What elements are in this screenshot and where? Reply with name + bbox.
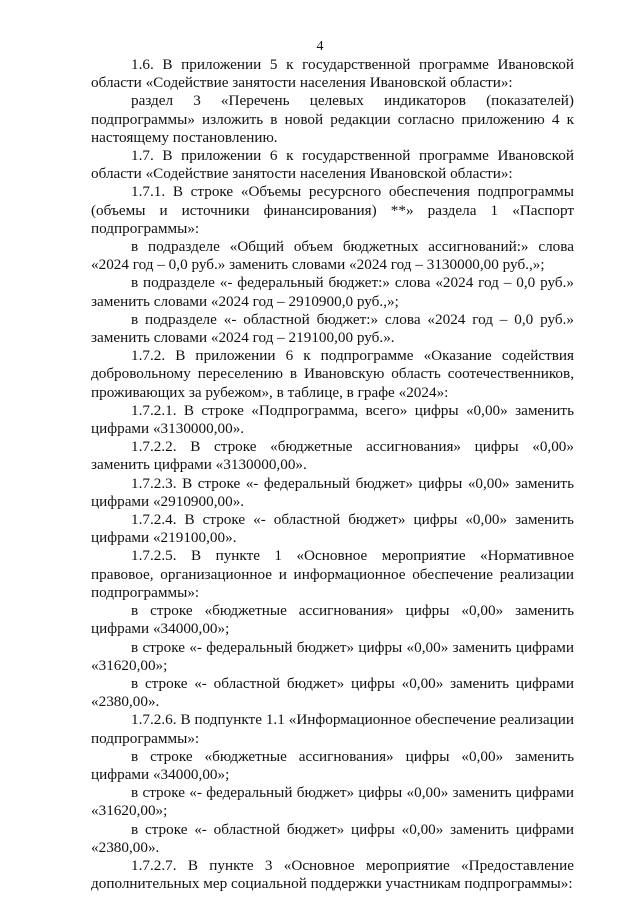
paragraph-1-7-2-7: 1.7.2.7. В пункте 3 «Основное мероприятие «Предоставление дополнительных мер социальной поддержки участникам подпрограммы»: xyxy=(91,856,574,893)
paragraph-1-7-2-3: 1.7.2.3. В строке «- федеральный бюджет» цифры «0,00» заменить цифрами «2910900,00». xyxy=(91,474,574,510)
paragraph-1-7: 1.7. В приложении 6 к государственной программе Ивановской области «Содействие занятости населения Ивановской области»: xyxy=(91,147,574,183)
paragraph-total-budget: в подразделе «Общий объем бюджетных ассигнований:» слова «2024 год – 0,0 руб.» заменить словами «2024 год – 3130000,00 руб.,»; xyxy=(91,238,574,274)
paragraph-1-7-2-5: 1.7.2.5. В пункте 1 «Основное мероприятие «Нормативное правовое, организационное и информационное обеспечение реализации подпрограммы»: xyxy=(91,547,574,601)
paragraph-federal-budget: в подразделе «- федеральный бюджет:» слова «2024 год – 0,0 руб.» заменить словами «2024 год – 2910900,0 руб.,»; xyxy=(91,274,574,310)
document-body xyxy=(91,56,574,893)
paragraph-1-7-2-5-budget: в строке «бюджетные ассигнования» цифры «0,00» заменить цифрами «34000,00»; xyxy=(91,602,574,638)
paragraph-1-7-2: 1.7.2. В приложении 6 к подпрограмме «Оказание содействия добровольному переселению в Ивановскую область соотечественников, проживающих за рубежом», в таблице, в графе «2024»: xyxy=(91,347,574,401)
page-number: 4 xyxy=(316,39,324,54)
paragraph-1-7-2-5-regional: в строке «- областной бюджет» цифры «0,00» заменить цифрами «2380,00». xyxy=(91,674,574,711)
paragraph-section-3: раздел 3 «Перечень целевых индикаторов (показателей) подпрограммы» изложить в новой редакции согласно приложению 4 к настоящему постановлению. xyxy=(91,92,574,146)
paragraph-1-6: 1.6. В приложении 5 к государственной программе Ивановской области «Содействие занятости населения Ивановской области»: xyxy=(91,56,574,92)
paragraph-1-7-2-6: 1.7.2.6. В подпункте 1.1 «Информационное обеспечение реализации подпрограммы»: xyxy=(91,711,574,747)
paragraph-1-7-2-6-regional: в строке «- областной бюджет» цифры «0,00» заменить цифрами «2380,00». xyxy=(91,820,574,856)
paragraph-1-7-2-6-budget: в строке «бюджетные ассигнования» цифры «0,00» заменить цифрами «34000,00»; xyxy=(91,747,574,783)
paragraph-1-7-2-5-federal: в строке «- федеральный бюджет» цифры «0,00» заменить цифрами «31620,00»; xyxy=(91,638,574,674)
paragraph-regional-budget: в подразделе «- областной бюджет:» слова «2024 год – 0,0 руб.» заменить словами «2024 год – 219100,00 руб.». xyxy=(91,310,574,347)
paragraph-1-7-2-2: 1.7.2.2. В строке «бюджетные ассигнования» цифры «0,00» заменить цифрами «3130000,00». xyxy=(91,438,574,474)
paragraph-1-7-1: 1.7.1. В строке «Объемы ресурсного обеспечения подпрограммы (объемы и источники финансирования) **» раздела 1 «Паспорт подпрограммы»: xyxy=(91,183,574,237)
paragraph-1-7-2-1: 1.7.2.1. В строке «Подпрограмма, всего» цифры «0,00» заменить цифрами «3130000,00». xyxy=(91,401,574,438)
paragraph-1-7-2-6-federal: в строке «- федеральный бюджет» цифры «0,00» заменить цифрами «31620,00»; xyxy=(91,784,574,820)
paragraph-1-7-2-4: 1.7.2.4. В строке «- областной бюджет» цифры «0,00» заменить цифрами «219100,00». xyxy=(91,511,574,547)
